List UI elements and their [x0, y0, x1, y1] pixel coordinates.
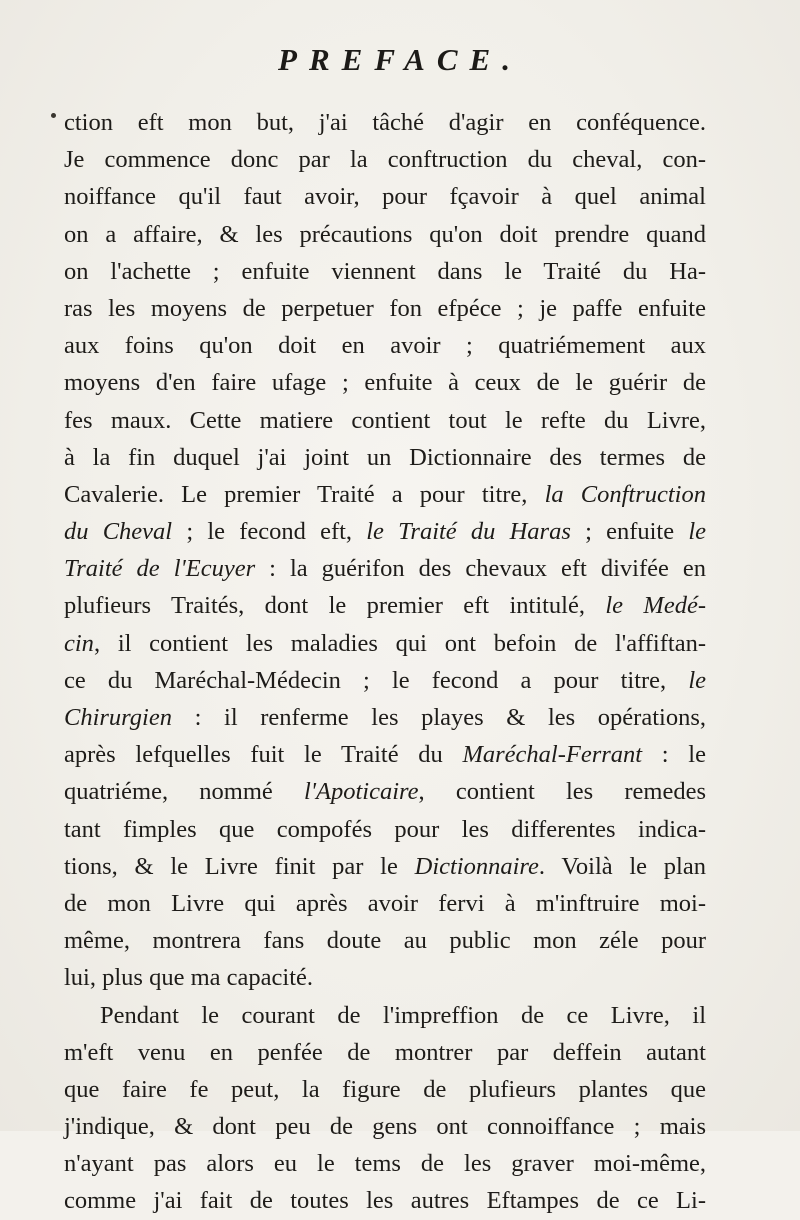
- italic-title: le Traité du Haras: [366, 518, 571, 546]
- text-segment: ce du Maréchal-Médecin ; le fecond a pour titre,: [64, 666, 689, 694]
- text-line: [64, 513, 706, 550]
- text-line: [64, 402, 706, 439]
- italic-title: Maréchal-Ferrant: [462, 741, 643, 769]
- text-segment: noiffance qu'il faut avoir, pour fçavoir à quel animal: [64, 183, 706, 211]
- italic-title: le: [688, 666, 706, 694]
- text-line: [64, 811, 706, 848]
- text-line: [64, 1182, 706, 1219]
- text-segment: : le: [642, 741, 706, 769]
- italic-title: Dictionnaire: [414, 852, 539, 880]
- text-line: [64, 1071, 706, 1108]
- text-segment: comme j'ai fait de toutes les autres Eftampes de ce Li-: [64, 1187, 706, 1215]
- text-segment: , il contient les maladies qui ont befoin de l'affiftan-: [93, 629, 706, 657]
- text-segment: moyens d'en faire ufage ; enfuite à ceux de le guérir de: [64, 369, 706, 397]
- text-line: [64, 773, 706, 810]
- text-line: [64, 550, 706, 587]
- text-line: [64, 104, 706, 141]
- text-segment: on a affaire, & les précautions qu'on doit prendre quand: [64, 220, 706, 248]
- text-segment: fes maux. Cette matiere contient tout le refte du Livre,: [64, 406, 706, 434]
- text-line: [64, 1034, 706, 1071]
- text-line: [64, 476, 706, 513]
- text-segment: m'eft venu en penfée de montrer par deffein autant: [64, 1038, 706, 1066]
- text-line: [64, 922, 706, 959]
- text-segment: j'indique, & dont peu de gens ont connoiffance ; mais: [64, 1113, 706, 1141]
- text-line: [64, 997, 706, 1034]
- text-segment: même, montrera fans doute au public mon zéle pour: [64, 927, 706, 955]
- text-segment: après lefquelles fuit le Traité du: [64, 741, 463, 769]
- italic-title: cin: [64, 629, 94, 657]
- text-line: [64, 848, 706, 885]
- text-segment: de mon Livre qui après avoir fervi à m'inftruire moi-: [64, 889, 706, 917]
- margin-mark: [51, 113, 56, 118]
- text-line: [64, 364, 706, 401]
- text-segment: tant fimples que compofés pour les differentes indica-: [64, 815, 706, 843]
- text-segment: n'ayant pas alors eu le tems de les graver moi-même,: [64, 1150, 706, 1178]
- text-segment: : il renferme les playes & les opérations,: [172, 704, 706, 731]
- text-line: [64, 1108, 706, 1145]
- text-segment: . Voilà le plan: [538, 852, 706, 880]
- text-segment: Pendant le courant de l'impreffion de ce Livre, il: [100, 1001, 706, 1029]
- text-segment: quatriéme, nommé: [64, 778, 304, 806]
- italic-title: du Cheval: [64, 518, 173, 546]
- body-text: [64, 104, 706, 1220]
- text-line: [64, 625, 706, 662]
- text-line: [64, 290, 706, 327]
- text-segment: , contient les remedes: [418, 778, 706, 806]
- text-line: [64, 178, 706, 215]
- text-line: [64, 253, 706, 290]
- italic-title: le: [688, 518, 706, 546]
- text-line: [64, 439, 706, 476]
- text-line: [64, 587, 706, 624]
- text-line: [64, 1145, 706, 1182]
- text-line: [64, 959, 706, 996]
- text-line: [64, 736, 706, 773]
- text-line: [64, 662, 706, 699]
- italic-title: la Conftruction: [544, 480, 706, 508]
- text-segment: Cavalerie. Le premier Traité a pour titre,: [64, 480, 545, 508]
- text-segment: à la fin duquel j'ai joint un Dictionnaire des termes de: [64, 443, 706, 471]
- text-segment: Je commence donc par la conftruction du cheval, con-: [64, 146, 706, 174]
- text-line: [64, 699, 706, 736]
- text-segment: ction eft mon but, j'ai tâché d'agir en conféquence.: [64, 109, 706, 136]
- text-segment: tions, & le Livre finit par le: [64, 852, 415, 880]
- text-segment: : la guérifon des chevaux eft divifée en: [255, 555, 706, 583]
- italic-title: le Medé-: [605, 592, 706, 620]
- text-line: [64, 141, 706, 178]
- page-header: PREFACE.: [278, 42, 522, 77]
- text-segment: aux foins qu'on doit en avoir ; quatriémement aux: [64, 332, 706, 360]
- italic-title: Chirurgien: [64, 704, 172, 731]
- text-segment: ; enfuite: [570, 518, 689, 546]
- text-segment: ; le fecond eft,: [172, 518, 367, 546]
- italic-title: l'Apoticaire: [303, 778, 419, 806]
- text-segment: plufieurs Traités, dont le premier eft intitulé,: [64, 592, 606, 620]
- text-segment: lui, plus que ma capacité.: [64, 964, 313, 992]
- italic-title: Traité de l'Ecuyer: [64, 555, 256, 583]
- text-segment: que faire fe peut, la figure de plufieurs plantes que: [64, 1075, 706, 1103]
- text-line: [64, 216, 706, 253]
- text-line: [64, 885, 706, 922]
- text-segment: on l'achette ; enfuite viennent dans le Traité du Ha-: [64, 257, 706, 285]
- text-line: [64, 327, 706, 364]
- text-segment: ras les moyens de perpetuer fon efpéce ; je paffe enfuite: [64, 294, 706, 322]
